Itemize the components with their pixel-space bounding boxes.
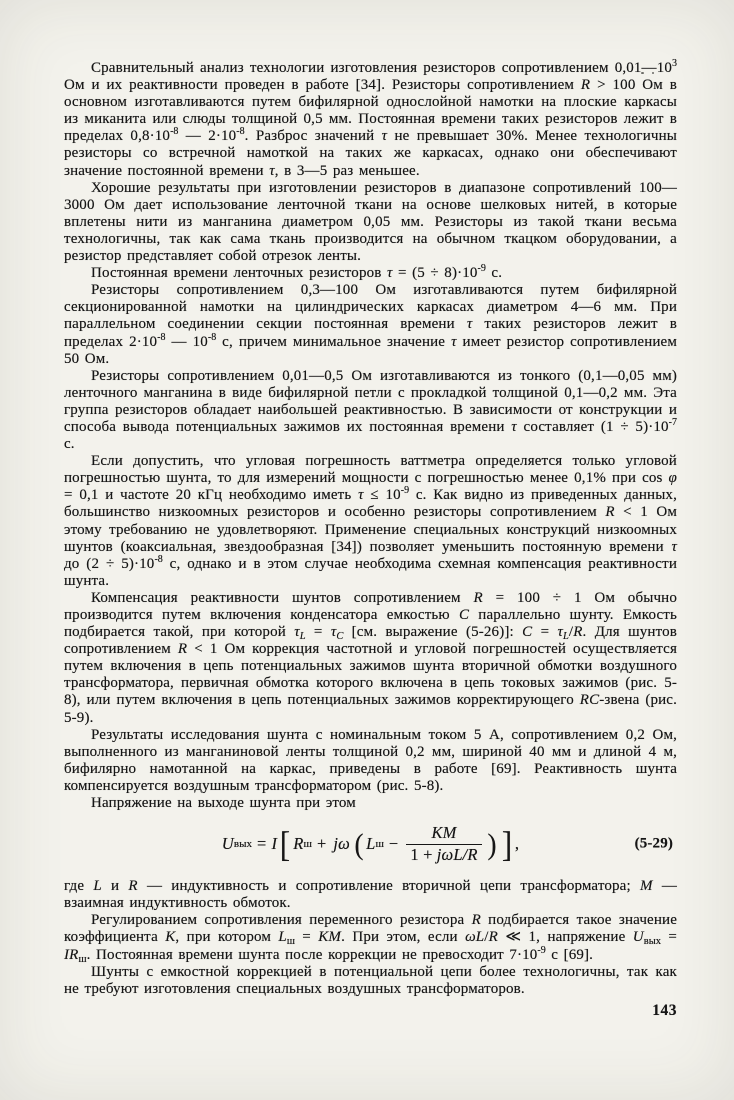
eq-frac-numerator: KM <box>431 823 457 843</box>
eq-comma: , <box>514 833 520 853</box>
text-column <box>64 60 677 998</box>
eq-equals: = <box>256 833 267 853</box>
eq-right-bracket: ] <box>501 823 512 864</box>
eq-var-L: L <box>366 833 376 853</box>
equation-5-29 <box>64 825 677 863</box>
eq-frac-denominator <box>406 844 481 864</box>
eq-minus: − <box>388 833 399 853</box>
eq-left-paren: ( <box>354 827 364 861</box>
paragraph: Резисторы сопротивлением 0,01—0,5 Ом изготавливаются из тонкого (0,1—0,05 мм) ленточного манганина в виде бифилярной петли с прокладкой толщиной 0,1—0,2 мм. Эта группа резисторов обладает наибольшей реактивностью. В зависимости от конструкции и способа вывода потенциальных зажимов их постоянная времени τ составляет $(1 \div 5)\cdot 10^{-7}$ с. <box>64 367 677 453</box>
eq-frac-den-const: 1 + <box>410 844 437 864</box>
paragraphs-before <box>64 60 677 812</box>
paragraph: Постоянная времени ленточных резисторов $\tau = (5 \div 8)\cdot 10^{-9}$ с. <box>91 263 503 282</box>
paragraph: Регулированием сопротивления переменного резистора R подбирается такое значение коэффициента K, при котором $L_ш$ = KM. При этом, если ωL/R ≪ 1, напряжение $U_{вых} = IR_ш$. Постоянная времени шунта после коррекции не превосходит $7\cdot 10^{-9}$ с [69]. <box>64 912 677 965</box>
eq-right-paren: ) <box>487 827 497 861</box>
equation-number: (5-29) <box>634 835 673 852</box>
eq-frac-den-vars: jωL/R <box>436 844 478 864</box>
equation-body: U вых = I [ R ш + jω ( L ш − $\frac{KM}{\text{1 + jωL/R}}$ ) ] , <box>221 823 520 864</box>
eq-var-U: U <box>221 833 234 853</box>
eq-plus: + <box>316 833 327 853</box>
page-number: 143 <box>652 1002 677 1019</box>
paragraphs-after <box>64 878 677 998</box>
paragraph: Резисторы сопротивлением 0,3—100 Ом изготавливаются путем бифилярной секционированной намотки на цилиндрических каркасах диаметром 4—6 мм. При параллельном соединении секции постоянная времени τ таких резисторов лежит в пределах $2\cdot 10^{-8}$ — $10^{-8}$ с, причем минимальное значение τ имеет резистор сопротивлением 50 Ом. <box>64 282 677 367</box>
eq-jomega: jω <box>333 833 350 853</box>
eq-fraction <box>406 825 481 863</box>
paragraph: Компенсация реактивности шунтов сопротивлением R = 100 ÷ 1 Ом обычно производится путем включения конденсатора емкостью C параллельно шунту. Емкость подбирается такой, при которой $\tau_L = \tau_C$ [см. выражение (5-26)]: $C = \tau_L/R$. Для шунтов сопротивлением R < 1 Ом коррекция частотной и угловой погрешностей осуществляется путем включения в цепь потенциальных зажимов шунта вторичной обмотки воздушного трансформатора, первичная обмотка которого включена в цепь токовых зажимов (рис. 5-8), или путем включения в цепь потенциальных зажимов корректирующего RC-звена (рис. 5-9). <box>64 589 678 726</box>
eq-var-R: R <box>293 833 304 853</box>
paragraph: Если допустить, что угловая погрешность ваттметра определяется только угловой погрешностью шунта, то для измерений мощности с погрешностью менее 0,1% при cos φ = 0,1 и частоте 20 кГц необходимо иметь $\tau \le 10^{-9}$ с. Как видно из приведенных данных, большинство низкоомных резисторов и особенно резисторы сопротивлением R < 1 Ом этому требованию не удовлетворяют. Применение специальных конструкций низкоомных шунтов (коаксиальная, звездообразная [34]) позволяет уменьшить постоянную времени τ до $(2 \div 5)\cdot 10^{-8}$ с, однако и в этом случае необходима схемная компенсация реактивности шунта. <box>64 453 677 589</box>
paragraph: Сравнительный анализ технологии изготовления резисторов сопротивлением $0,01—10^3$ Ом и их реактивности проведен в работе [34]. Резисторы сопротивлением R > 100 Ом в основном изготавливаются путем бифилярной однослойной намотки на плоские каркасы из миканита или слюды толщиной 0,5 мм. Постоянная времени таких резисторов лежит в пределах $0,8\cdot 10^{-8}$ — $2\cdot 10^{-8}$. Разброс значений τ не превышает 30%. Менее технологичны резисторы со встречной намоткой на таких же каркасах, однако они обеспечивают значение постоянной времени τ, в 3—5 раз меньшее. <box>64 58 677 179</box>
paragraph: Шунты с емкостной коррекцией в потенциальной цепи более технологичны, так как не требуют изготовления специальных воздушных трансформаторов. <box>64 963 677 997</box>
eq-left-bracket: [ <box>280 823 291 864</box>
paragraph: где L и R — индуктивность и сопротивление вторичной цепи трансформатора; M — взаимная индуктивность обмоток. <box>64 878 677 912</box>
paragraph: Результаты исследования шунта с номинальным током 5 А, сопротивлением 0,2 Ом, выполненного из манганиновой ленты толщиной 0,2 мм, шириной 40 мм и длиной 4 м, бифилярно намотанной на каркас, приведены в работе [69]. Реактивность шунта компенсируется воздушным трансформатором (рис. 5-8). <box>64 726 677 794</box>
eq-var-I: I <box>271 833 278 853</box>
paragraph: Хорошие результаты при изготовлении резисторов в диапазоне сопротивлений 100—3000 Ом дает использование ленточной ткани на основе шелковых нитей, в которые вплетены нити из манганина диаметром 0,05 мм. Резисторы из такой ткани весьма технологичны, так как сама ткань производится на обычном ткацком оборудовании, а резистор представляет собой отрезок ленты. <box>64 179 677 265</box>
paragraph: Напряжение на выходе шунта при этом <box>91 795 356 812</box>
